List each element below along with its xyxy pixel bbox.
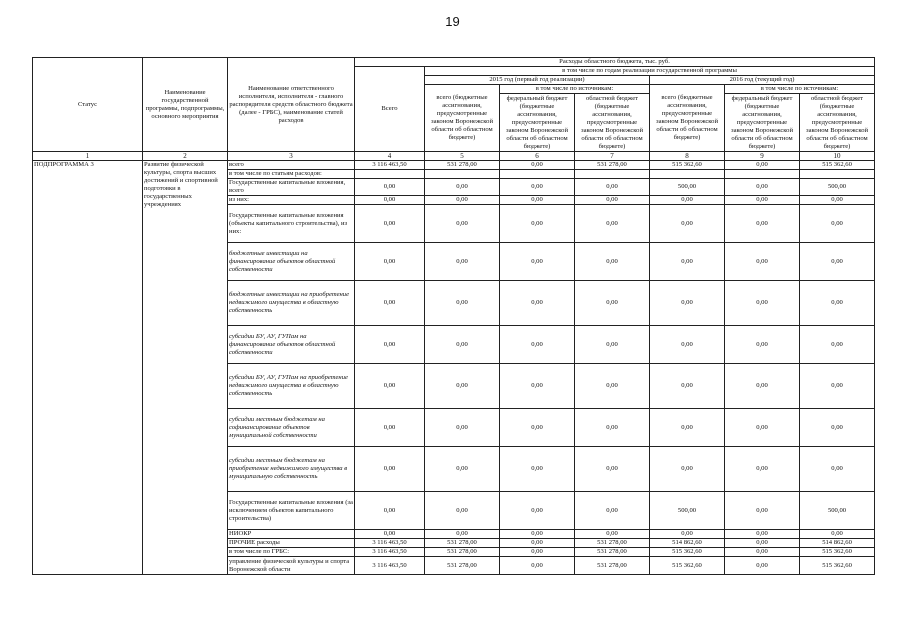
value-cell: 0,00 (425, 326, 500, 364)
value-cell: 515 362,60 (650, 557, 725, 575)
value-cell: 0,00 (500, 326, 575, 364)
column-number: 8 (650, 152, 725, 161)
value-cell: 500,00 (800, 179, 875, 196)
value-cell: 0,00 (650, 326, 725, 364)
value-cell: 0,00 (355, 196, 425, 205)
value-cell: 0,00 (425, 530, 500, 539)
header-status: Статус (33, 58, 143, 152)
header-col5: всего (бюджетные ассигнования, предусмотренные законом Воронежской области об областном бюджете) (425, 85, 500, 152)
budget-table (32, 57, 875, 575)
row-label: ПРОЧИЕ расходы (228, 539, 355, 548)
value-cell: 0,00 (575, 364, 650, 409)
value-cell: 0,00 (425, 205, 500, 243)
value-cell: 0,00 (575, 179, 650, 196)
column-number: 10 (800, 152, 875, 161)
value-cell: 0,00 (500, 161, 575, 170)
column-number: 7 (575, 152, 650, 161)
header-sources-2015: в том числе по источникам: (500, 85, 650, 94)
value-cell: 531 278,00 (575, 548, 650, 557)
row-label: из них: (228, 196, 355, 205)
value-cell: 0,00 (800, 364, 875, 409)
value-cell: 0,00 (355, 326, 425, 364)
value-cell: 0,00 (500, 492, 575, 530)
value-cell: 0,00 (425, 364, 500, 409)
value-cell: 0,00 (500, 196, 575, 205)
value-cell: 0,00 (500, 530, 575, 539)
row-label: Государственные капитальные вложения (объекты капитального строительства), из них: (228, 205, 355, 243)
value-cell: 0,00 (500, 409, 575, 447)
value-cell: 0,00 (800, 409, 875, 447)
value-cell: 0,00 (425, 196, 500, 205)
value-cell: 3 116 463,50 (355, 548, 425, 557)
page-number: 19 (445, 14, 460, 29)
row-label: в том числе по статьям расходов: (228, 170, 355, 179)
row-label: субсидии местным бюджетам на приобретение недвижимого имущества в муниципальную собственность (228, 447, 355, 492)
value-cell: 0,00 (575, 492, 650, 530)
value-cell: 0,00 (355, 281, 425, 326)
value-cell: 0,00 (355, 409, 425, 447)
value-cell: 0,00 (725, 447, 800, 492)
value-cell: 3 116 463,50 (355, 557, 425, 575)
header-col6: федеральный бюджет (бюджетные ассигнования, предусмотренные законом Воронежской области об областном бюджете) (500, 94, 575, 152)
value-cell: 514 862,60 (650, 539, 725, 548)
value-cell: 0,00 (725, 243, 800, 281)
value-cell: 0,00 (650, 530, 725, 539)
column-number: 4 (355, 152, 425, 161)
value-cell: 0,00 (650, 281, 725, 326)
row-label: Государственные капитальные вложения, всего (228, 179, 355, 196)
column-number: 5 (425, 152, 500, 161)
value-cell: 0,00 (425, 179, 500, 196)
table-row (33, 161, 875, 170)
value-cell: 531 278,00 (425, 161, 500, 170)
value-cell: 0,00 (500, 179, 575, 196)
value-cell: 0,00 (575, 205, 650, 243)
value-cell: 0,00 (800, 243, 875, 281)
row-label: субсидии БУ, АУ, ГУПам на финансирование объектов областной собственности (228, 326, 355, 364)
value-cell: 0,00 (725, 161, 800, 170)
value-cell: 0,00 (725, 196, 800, 205)
status-cell: ПОДПРОГРАММА 3 (33, 161, 143, 575)
value-cell: 0,00 (650, 409, 725, 447)
value-cell: 0,00 (500, 548, 575, 557)
value-cell (575, 170, 650, 179)
value-cell: 514 862,60 (800, 539, 875, 548)
value-cell: 0,00 (355, 530, 425, 539)
row-label: управление физической культуры и спорта Воронежской области (228, 557, 355, 575)
header-program-name: Наименование государственной программы, подпрограммы, основного мероприятия (143, 58, 228, 152)
value-cell: 531 278,00 (575, 161, 650, 170)
value-cell: 0,00 (425, 243, 500, 281)
value-cell: 531 278,00 (425, 539, 500, 548)
value-cell: 0,00 (800, 196, 875, 205)
value-cell: 515 362,60 (800, 161, 875, 170)
value-cell (650, 170, 725, 179)
value-cell: 500,00 (800, 492, 875, 530)
header-year-2016: 2016 год (текущий год) (650, 76, 875, 85)
value-cell: 0,00 (500, 557, 575, 575)
value-cell: 0,00 (650, 364, 725, 409)
value-cell: 0,00 (500, 243, 575, 281)
column-number: 1 (33, 152, 143, 161)
value-cell: 0,00 (725, 326, 800, 364)
value-cell: 0,00 (725, 539, 800, 548)
value-cell: 531 278,00 (425, 548, 500, 557)
value-cell: 0,00 (800, 326, 875, 364)
value-cell: 0,00 (725, 281, 800, 326)
value-cell: 0,00 (575, 243, 650, 281)
value-cell: 0,00 (425, 409, 500, 447)
value-cell: 0,00 (650, 196, 725, 205)
column-number: 3 (228, 152, 355, 161)
value-cell: 0,00 (500, 447, 575, 492)
value-cell: 0,00 (425, 447, 500, 492)
value-cell: 0,00 (355, 492, 425, 530)
value-cell: 0,00 (500, 364, 575, 409)
row-label: Государственные капитальные вложения (за исключением объектов капитального строительства) (228, 492, 355, 530)
value-cell: 0,00 (725, 530, 800, 539)
value-cell: 0,00 (800, 530, 875, 539)
value-cell (725, 170, 800, 179)
value-cell: 0,00 (425, 281, 500, 326)
value-cell: 0,00 (650, 243, 725, 281)
value-cell: 0,00 (500, 539, 575, 548)
value-cell: 0,00 (650, 447, 725, 492)
value-cell: 0,00 (355, 243, 425, 281)
row-label: субсидии местным бюджетам на софинансирование объектов муниципальной собственности (228, 409, 355, 447)
row-label: НИОКР (228, 530, 355, 539)
value-cell: 0,00 (425, 492, 500, 530)
value-cell (800, 170, 875, 179)
value-cell: 0,00 (575, 281, 650, 326)
column-number: 2 (143, 152, 228, 161)
value-cell: 515 362,60 (800, 557, 875, 575)
value-cell: 0,00 (355, 447, 425, 492)
header-year-2015: 2015 год (первый год реализации) (425, 76, 650, 85)
value-cell (425, 170, 500, 179)
value-cell: 515 362,60 (800, 548, 875, 557)
header-col8: всего (бюджетные ассигнования, предусмотренные законом Воронежской области об областном бюджете) (650, 85, 725, 152)
header-col9: федеральный бюджет (бюджетные ассигнования, предусмотренные законом Воронежской области об областном бюджете) (725, 94, 800, 152)
value-cell: 0,00 (575, 530, 650, 539)
program-name-cell: Развитие физической культуры, спорта высших достижений и спортивной подготовки в государственных учреждениях (143, 161, 228, 575)
header-by-years: в том числе по годам реализации государственной программы (425, 67, 875, 76)
header-executor: Наименование ответственного исполнителя, исполнителя - главного распорядителя средств областного бюджета (далее - ГРБС), наименование статей расходов (228, 58, 355, 152)
header-sources-2016: в том числе по источникам: (725, 85, 875, 94)
row-label: субсидии БУ, АУ, ГУПам на приобретение недвижимого имущества в областную собственность (228, 364, 355, 409)
value-cell: 0,00 (725, 364, 800, 409)
value-cell: 515 362,60 (650, 161, 725, 170)
value-cell: 0,00 (725, 548, 800, 557)
value-cell: 531 278,00 (425, 557, 500, 575)
value-cell: 0,00 (725, 205, 800, 243)
row-label: бюджетные инвестиции на приобретение недвижимого имущества в областную собственность (228, 281, 355, 326)
value-cell: 0,00 (355, 364, 425, 409)
header-total: Всего (355, 67, 425, 152)
row-label: всего (228, 161, 355, 170)
value-cell: 0,00 (355, 179, 425, 196)
value-cell: 0,00 (500, 205, 575, 243)
value-cell: 0,00 (800, 205, 875, 243)
value-cell: 0,00 (800, 281, 875, 326)
header-col10: областной бюджет (бюджетные ассигнования, предусмотренные законом Воронежской области об областном бюджете) (800, 94, 875, 152)
value-cell: 0,00 (575, 409, 650, 447)
value-cell (355, 170, 425, 179)
value-cell: 500,00 (650, 492, 725, 530)
value-cell: 0,00 (575, 326, 650, 364)
value-cell (500, 170, 575, 179)
value-cell: 0,00 (725, 492, 800, 530)
row-label: бюджетные инвестиции на финансирование объектов областной собственности (228, 243, 355, 281)
value-cell: 0,00 (800, 447, 875, 492)
column-number: 6 (500, 152, 575, 161)
row-label: в том числе по ГРБС: (228, 548, 355, 557)
value-cell: 3 116 463,50 (355, 161, 425, 170)
value-cell: 0,00 (355, 205, 425, 243)
header-col7: областной бюджет (бюджетные ассигнования, предусмотренные законом Воронежской области об областном бюджете) (575, 94, 650, 152)
value-cell: 0,00 (725, 179, 800, 196)
value-cell: 0,00 (725, 409, 800, 447)
value-cell: 500,00 (650, 179, 725, 196)
value-cell: 531 278,00 (575, 557, 650, 575)
value-cell: 515 362,60 (650, 548, 725, 557)
value-cell: 0,00 (650, 205, 725, 243)
value-cell: 0,00 (575, 447, 650, 492)
value-cell: 531 278,00 (575, 539, 650, 548)
value-cell: 0,00 (725, 557, 800, 575)
header-expenses: Расходы областного бюджета, тыс. руб. (355, 58, 875, 67)
value-cell: 0,00 (575, 196, 650, 205)
column-number: 9 (725, 152, 800, 161)
value-cell: 0,00 (500, 281, 575, 326)
value-cell: 3 116 463,50 (355, 539, 425, 548)
